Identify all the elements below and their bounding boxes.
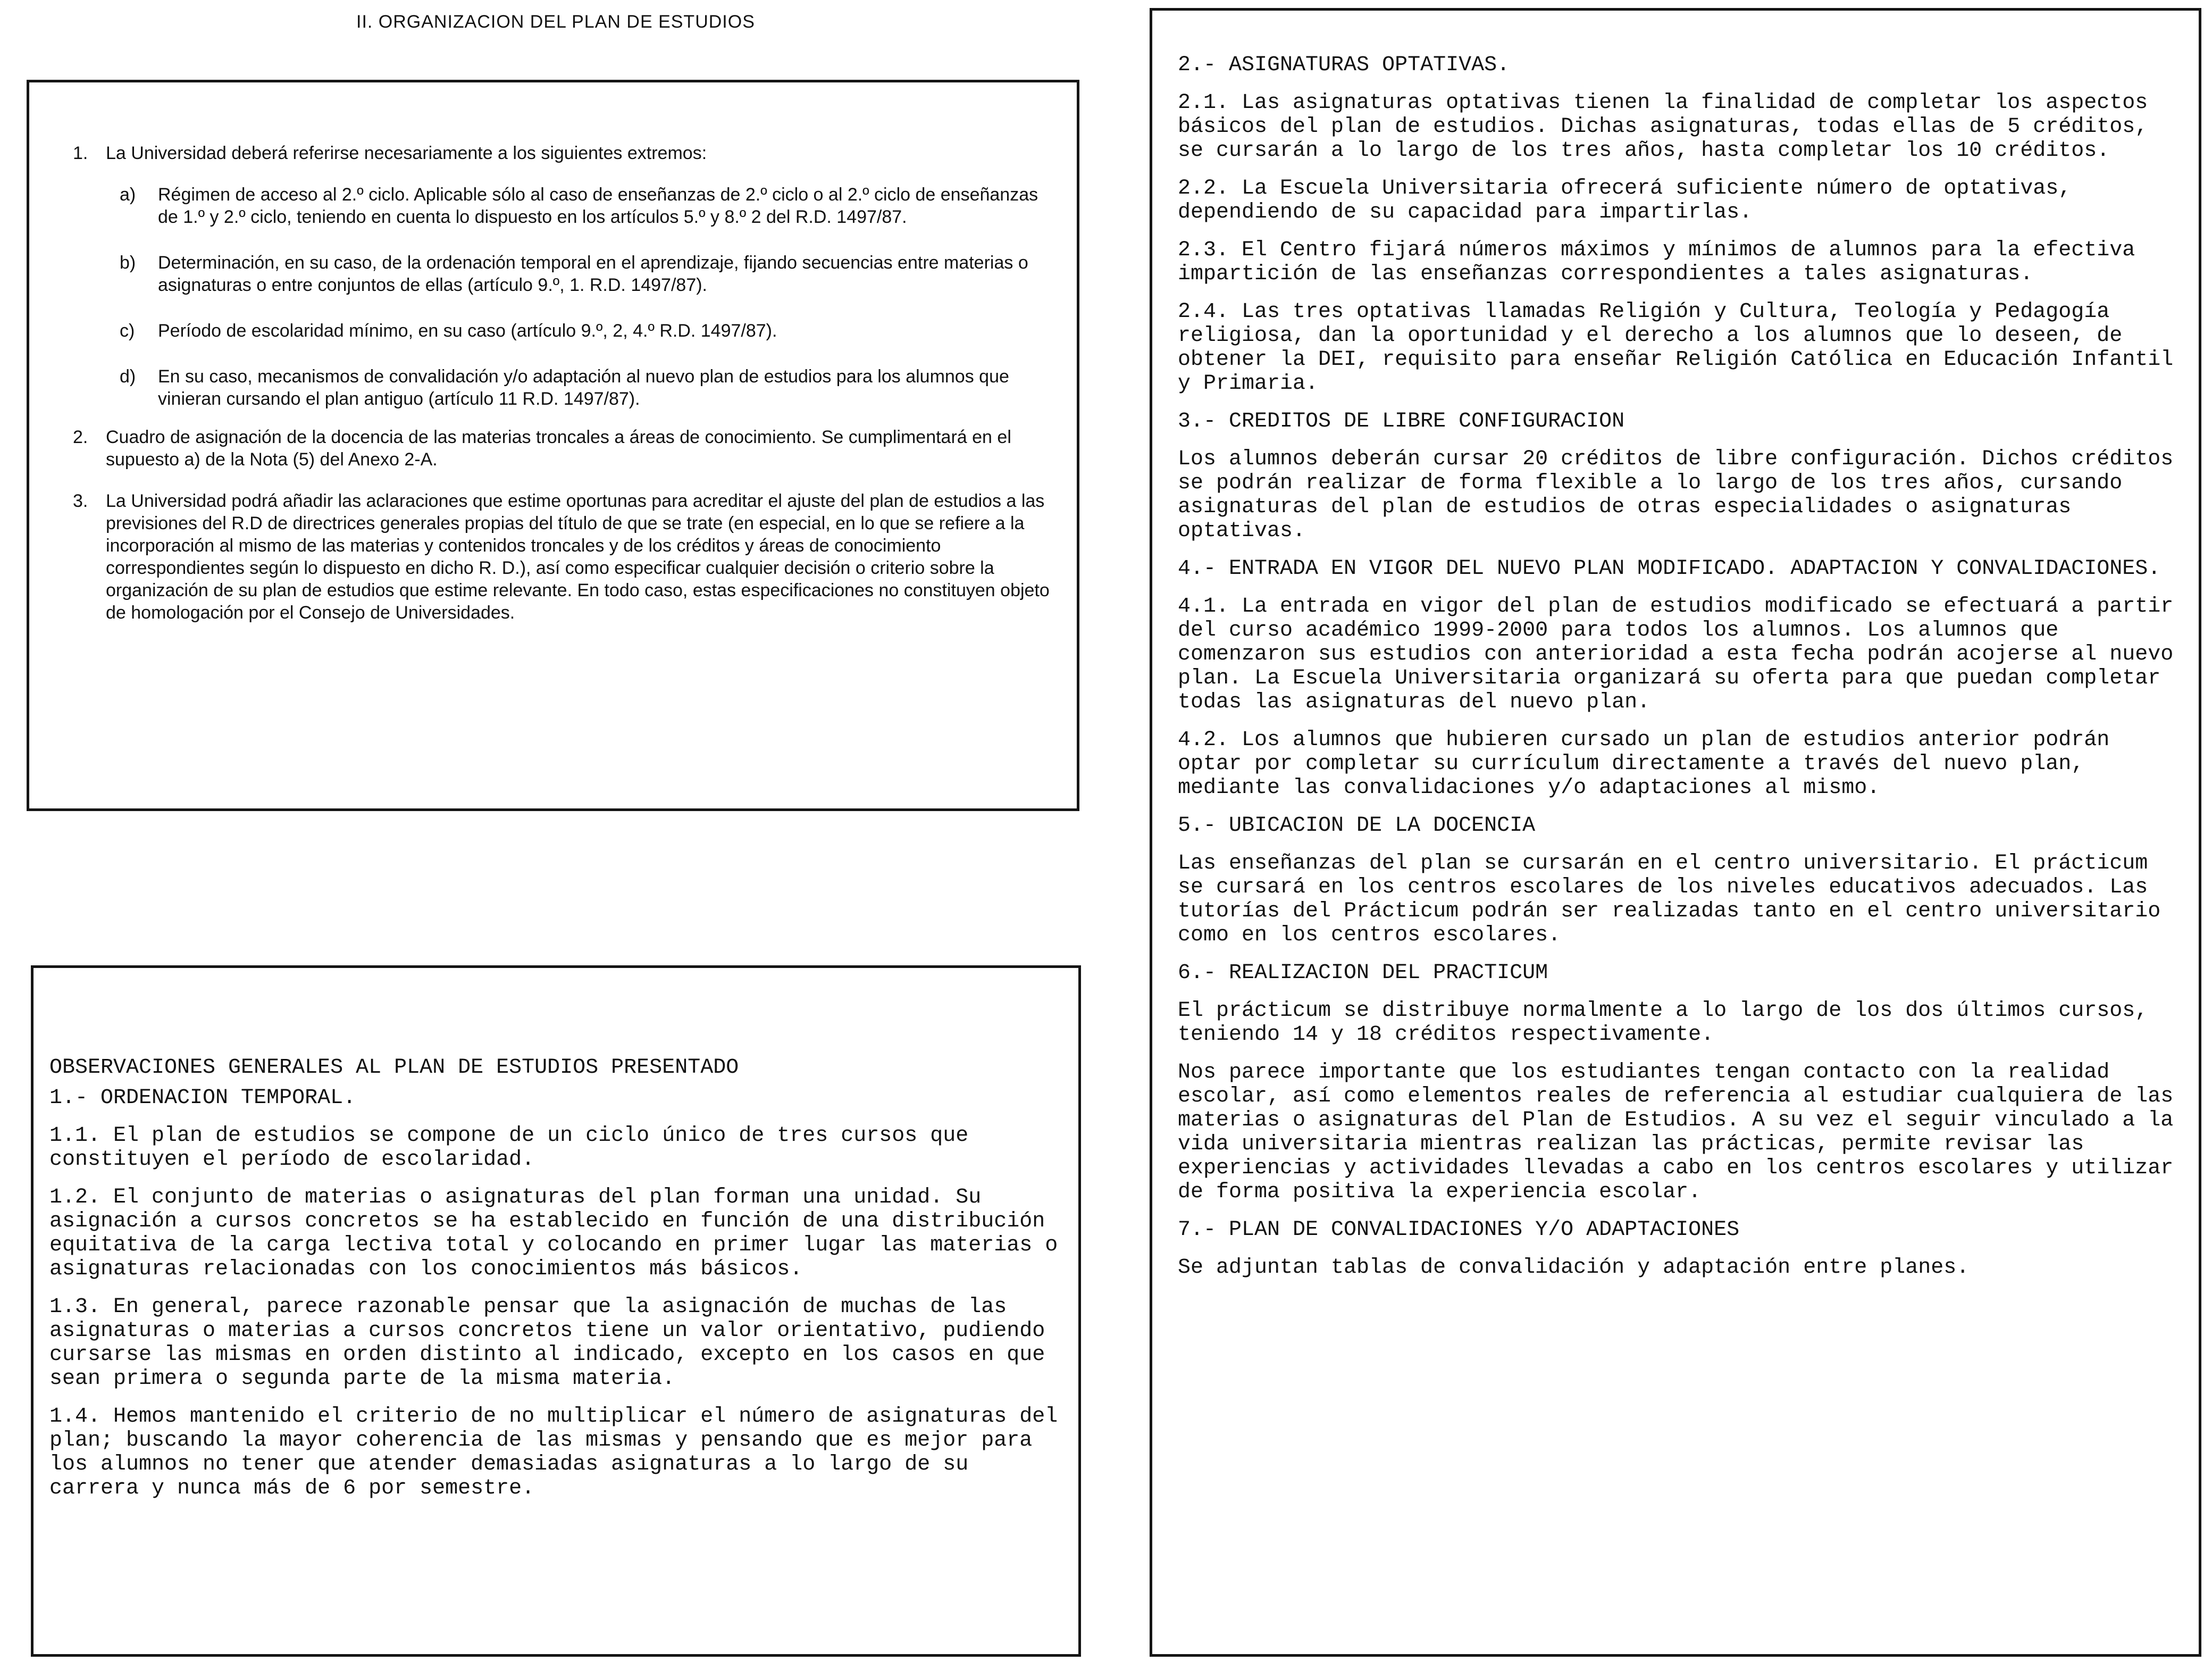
subitem-text: Período de escolaridad mínimo, en su caso (artículo 9.º, 2, 4.º R.D. 1497/87). bbox=[158, 321, 777, 341]
observations-heading: OBSERVACIONES GENERALES AL PLAN DE ESTUDIOS PRESENTADO bbox=[49, 1056, 739, 1080]
paragraph: 1.3. En general, parece razonable pensar que la asignación de muchas de las asignaturas o materias a cursos concretos tiene un valor orientativo, pudiendo cursarse las mismas en orden distinto al indicado, excepto en los casos en que sean primera o segunda parte de la misma materia. bbox=[49, 1295, 1045, 1391]
paragraph: 4.2. Los alumnos que hubieren cursado un plan de estudios anterior podrán optar por completar su currículum directamente a través del nuevo plan, mediante las convalidaciones y/o adaptaciones al mismo. bbox=[1178, 728, 2110, 800]
item-number: 2. bbox=[73, 427, 88, 447]
paragraph: 2.2. La Escuela Universitaria ofrecerá suficiente número de optativas, dependiendo de su capacidad para impartirlas. bbox=[1178, 177, 2072, 224]
section-title: 5.- UBICACION DE LA DOCENCIA bbox=[1178, 814, 1536, 838]
subitem-text: En su caso, mecanismos de convalidación y/o adaptación al nuevo plan de estudios para los alumnos que vinieran cursando el plan antiguo (artículo 11 R.D. 1497/87). bbox=[158, 366, 1009, 409]
instructions-box bbox=[27, 80, 1079, 811]
subitem-text: Determinación, en su caso, de la ordenación temporal en el aprendizaje, fijando secuencias entre materias o asignaturas o entre conjuntos de ellas (artículo 9.º, 1. R.D. 1497/87). bbox=[158, 253, 1028, 295]
paragraph: Las enseñanzas del plan se cursarán en el centro universitario. El prácticum se cursará en los centros escolares de los niveles educativos adecuados. Las tutorías del Prácticum podrán ser realizadas tanto en el centro universitario como en los centros escolares. bbox=[1178, 852, 2161, 947]
section-title: 1.- ORDENACION TEMPORAL. bbox=[49, 1086, 356, 1110]
instruction-item-3 bbox=[73, 490, 1050, 624]
observations-box bbox=[31, 965, 1081, 1657]
section-title: 4.- ENTRADA EN VIGOR DEL NUEVO PLAN MODIFICADO. ADAPTACION Y CONVALIDACIONES. bbox=[1178, 557, 2161, 581]
paragraph: 1.4. Hemos mantenido el criterio de no multiplicar el número de asignaturas del plan; buscando la mayor coherencia de las mismas y pensando que es mejor para los alumnos no tener que atender demasiadas asignaturas a lo largo de su carrera y nunca más de 6 por semestre. bbox=[49, 1405, 1058, 1500]
instruction-subitem-a bbox=[120, 183, 1050, 228]
paragraph: Se adjuntan tablas de convalidación y adaptación entre planes. bbox=[1178, 1256, 1970, 1280]
paragraph: Los alumnos deberán cursar 20 créditos de libre configuración. Dichos créditos se podrán realizar de forma flexible a lo largo de los tres años, cursando asignaturas del plan de estudios de otras especialidades o asignaturas optativas. bbox=[1178, 447, 2174, 543]
plan-details-box bbox=[1150, 8, 2201, 1657]
paragraph: El prácticum se distribuye normalmente a lo largo de los dos últimos cursos, teniendo 14 y 18 créditos respectivamente. bbox=[1178, 999, 2148, 1047]
item-text: La Universidad deberá referirse necesariamente a los siguientes extremos: bbox=[106, 143, 707, 163]
instruction-subitem-c bbox=[120, 320, 1050, 342]
section-creditos bbox=[1178, 410, 2183, 543]
paragraph: 2.1. Las asignaturas optativas tienen la finalidad de completar los aspectos básicos del plan de estudios. Dichas asignaturas, todas ellas de 5 créditos, se cursarán a lo largo de los tres años, hasta completar los 10 créditos. bbox=[1178, 91, 2148, 163]
paragraph: Nos parece importante que los estudiantes tengan contacto con la realidad escolar, así como elementos reales de referencia al estudiar cualquiera de las materias o asignaturas del Plan de Estudios. A su vez el seguir vinculado a la vida universitaria mientras realizan las prácticas, permite revisar las experiencias y actividades llevadas a cabo en los centros escolares y utilizar de forma positiva la experiencia escolar. bbox=[1178, 1061, 2174, 1204]
paragraph: 1.2. El conjunto de materias o asignaturas del plan forman una unidad. Su asignación a cursos concretos se ha establecido en función de una distribución equitativa de la carga lectiva total y colocando en primer lugar las materias o asignaturas relacionadas con los conocimientos más básicos. bbox=[49, 1186, 1058, 1281]
item-text: Cuadro de asignación de la docencia de las materias troncales a áreas de conocimiento. Se cumplimentará en el supuesto a) de la Nota (5) del Anexo 2-A. bbox=[106, 427, 1011, 470]
paragraph: 2.3. El Centro fijará números máximos y mínimos de alumnos para la efectiva impartición de las enseñanzas correspondientes a tales asignaturas. bbox=[1178, 238, 2135, 286]
item-number: 1. bbox=[73, 143, 88, 163]
instruction-subitem-d bbox=[120, 365, 1050, 410]
subitem-letter: d) bbox=[120, 366, 136, 387]
subitem-letter: c) bbox=[120, 321, 135, 341]
paragraph: 4.1. La entrada en vigor del plan de estudios modificado se efectuará a partir del curso académico 1999-2000 para todos los alumnos. Los alumnos que comenzaron sus estudios con anterioridad a esta fecha podrán acojerse al nuevo plan. La Escuela Universitaria organizará su oferta para que puedan completar todas las asignaturas del nuevo plan. bbox=[1178, 595, 2174, 714]
section-entrada-vigor bbox=[1178, 557, 2183, 800]
section-title: 6.- REALIZACION DEL PRACTICUM bbox=[1178, 961, 1548, 985]
section-ubicacion bbox=[1178, 814, 2183, 947]
section-optativas bbox=[1178, 53, 2183, 396]
instruction-item-2 bbox=[73, 426, 1050, 471]
section-convalidaciones bbox=[1178, 1218, 2183, 1280]
paragraph: 1.1. El plan de estudios se compone de un ciclo único de tres cursos que constituyen el período de escolaridad. bbox=[49, 1124, 969, 1172]
section-practicum bbox=[1178, 961, 2183, 1204]
item-text: La Universidad podrá añadir las aclaraciones que estime oportunas para acreditar el ajuste del plan de estudios a las previsiones del R.D de directrices generales propias del título de que se trate (en especial, en lo que se refiere a la incorporación al mismo de las materias y contenidos troncales y de los créditos y áreas de conocimiento correspondientes según lo dispuesto en dicho R. D.), así como especificar cualquier decisión o criterio sobre la organización de su plan de estudios que estime relevante. En todo caso, estas especificaciones no constituyen objeto de homologación por el Consejo de Universidades. bbox=[106, 491, 1050, 623]
section-title: 2.- ASIGNATURAS OPTATIVAS. bbox=[1178, 53, 1510, 77]
instruction-subitem-b bbox=[120, 252, 1050, 296]
subitem-letter: b) bbox=[120, 253, 136, 273]
section-title: 3.- CREDITOS DE LIBRE CONFIGURACION bbox=[1178, 410, 1625, 433]
item-number: 3. bbox=[73, 491, 88, 511]
page-title: II. ORGANIZACION DEL PLAN DE ESTUDIOS bbox=[356, 12, 755, 32]
subitem-letter: a) bbox=[120, 185, 136, 205]
subitem-text: Régimen de acceso al 2.º ciclo. Aplicable sólo al caso de enseñanzas de 2.º ciclo o al 2.º ciclo de enseñanzas de 1.º y 2.º ciclo, teniendo en cuenta lo dispuesto en los artículos 5.º y 8.º 2 del R.D. 1497/87. bbox=[158, 185, 1038, 227]
paragraph: 2.4. Las tres optativas llamadas Religión y Cultura, Teología y Pedagogía religiosa, dan la oportunidad y el derecho a los alumnos que lo deseen, de obtener la DEI, requisito para enseñar Religión Católica en Educación Infantil y Primaria. bbox=[1178, 300, 2174, 396]
section-title: 7.- PLAN DE CONVALIDACIONES Y/O ADAPTACIONES bbox=[1178, 1218, 1740, 1242]
instruction-item-1 bbox=[73, 142, 1050, 164]
